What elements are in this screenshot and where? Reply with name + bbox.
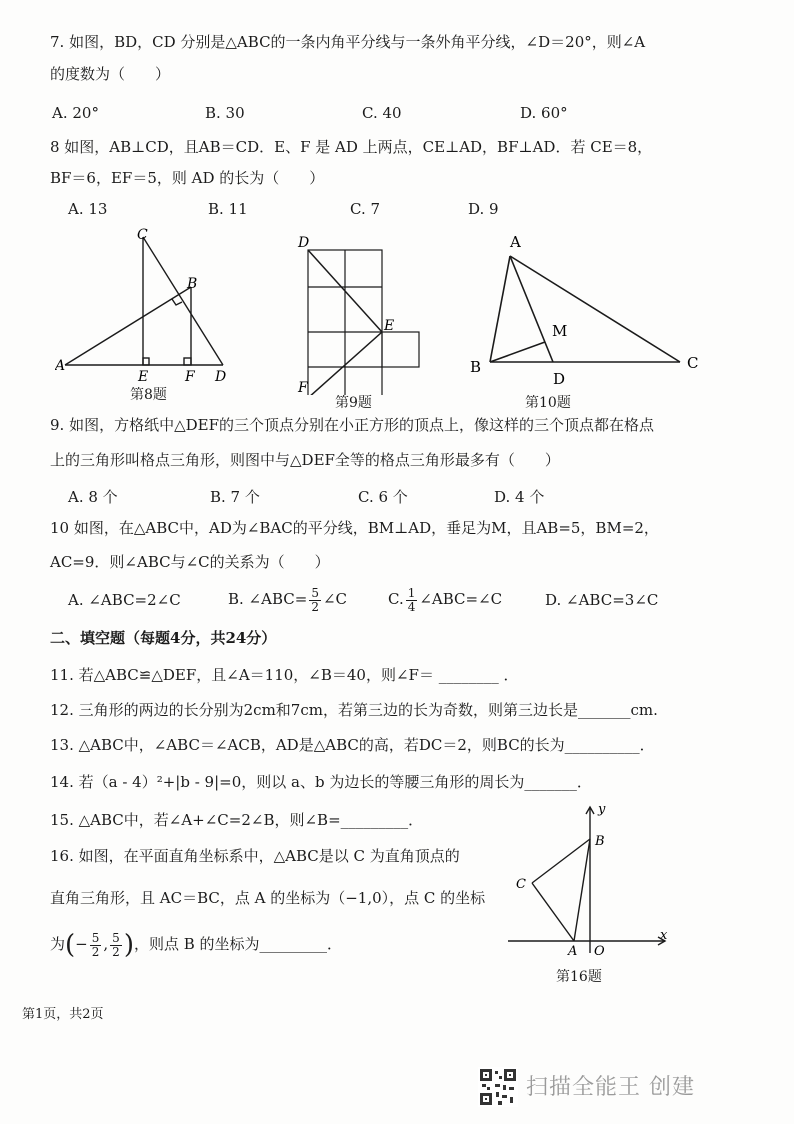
q16-cx-numerator: 5 [91,930,100,945]
fig16-caption: 第16题 [556,969,602,985]
q16-right-paren: ) [123,930,134,960]
q16-left-paren: ( [65,930,76,960]
fig16-label-y: y [598,802,606,817]
q10-option-c-prefix: C. [388,590,404,608]
fig8-caption: 第8题 [130,387,167,403]
fig8-label-d: D [215,369,227,385]
q8-option-c: C. 7 [350,200,381,218]
fig8-label-c: C [137,227,148,243]
q7-stem-line1: 7. 如图，BD，CD 分别是△ABC的一条内角平分线与一条外角平分线，∠D＝20°，则∠A [50,33,646,51]
q8-option-d: D. 9 [468,200,499,218]
q10-option-d: D. ∠ABC=3∠C [545,591,659,609]
q16-stem-line2: 直角三角形，且 AC＝BC，点 A 的坐标为（−1,0），点 C 的坐标 [50,889,486,907]
q11: 11. 若△ABC≌△DEF，且∠A＝110，∠B＝40，则∠F＝ ________ ． [50,666,519,684]
fig10-label-c: C [687,354,699,372]
fig8-label-f: F [185,369,195,385]
q16-stem-line3 [50,924,342,965]
fig9-label-f: F [298,380,308,395]
q9-stem-line1: 9. 如图，方格纸中△DEF的三个顶点分别在小正方形的顶点上，像这样的三个顶点都在格点 [50,416,655,434]
qr-code-icon [478,1067,518,1107]
q15: 15. △ABC中，若∠A+∠C=2∠B，则∠B=_________． [50,811,424,829]
fig8-label-a: A [55,358,66,374]
q10-option-b-denominator: 2 [311,599,319,614]
q7-stem-line2: 的度数为（ ） [50,65,171,83]
q10-option-c-fraction [406,587,418,614]
q8-stem-line1: 8 如图，AB⊥CD，且AB＝CD．E、F 是 AD 上两点，CE⊥AD，BF⊥AD．若 CE＝8， [50,138,653,156]
q14: 14. 若（a - 4）²+|b - 9|=0，则以 a、b 为边长的等腰三角形的周长为_______． [50,773,592,791]
figure-10 [465,230,710,390]
q16-cy-fraction [110,932,122,959]
q9-option-c: C. 6 个 [358,488,408,506]
fig9-caption: 第9题 [335,395,372,411]
q16-minus-sign: − [75,935,88,953]
q9-option-d: D. 4 个 [494,488,545,506]
fig16-label-b: B [595,834,605,849]
fig10-label-a: A [510,233,521,251]
q10-stem-line2: AC=9．则∠ABC与∠C的关系为（ ） [50,553,330,571]
q10-option-c-suffix: ∠ABC=∠C [419,590,503,608]
q16-cx-fraction [90,932,102,959]
q16-cy-denominator: 2 [112,944,120,959]
q9-option-b: B. 7 个 [210,488,260,506]
q8-option-a: A. 13 [68,200,108,218]
q12: 12. 三角形的两边的长分别为2cm和7cm，若第三边的长为奇数，则第三边长是_______cm. [50,701,658,719]
q16-line3-suffix: ，则点 B 的坐标为_________． [133,935,343,953]
q16-stem-line1: 16. 如图，在平面直角坐标系中，△ABC是以 C 为直角顶点的 [50,847,460,865]
q10-option-b [228,580,347,618]
q10-option-c-denominator: 4 [407,599,416,614]
fig8-label-b: B [187,276,198,292]
watermark-text: 扫描全能王 创建 [526,1075,695,1100]
fig9-label-e: E [384,318,395,334]
fig16-label-x: x [660,928,668,943]
q10-option-b-numerator: 5 [311,585,319,600]
q8-stem-line2: BF＝6，EF＝5，则 AD 的长为（ ） [50,169,325,187]
q7-option-a: A. 20° [52,104,99,122]
section-2-heading: 二、填空题（每题4分，共24分） [50,629,277,647]
q7-option-d: D. 60° [520,104,568,122]
q9-option-a: A. 8 个 [68,488,118,506]
q16-cx-denominator: 2 [91,944,100,959]
fig10-label-d: D [553,370,566,388]
q10-option-b-fraction [309,587,321,614]
q7-option-c: C. 40 [362,104,402,122]
q16-comma: , [103,935,109,953]
q7-option-b: B. 30 [205,104,245,122]
figure-9 [290,230,440,395]
fig16-label-c: C [516,877,526,892]
page-footer: 第1页，共2页 [22,1007,104,1022]
fig16-label-a: A [568,944,578,955]
q10-option-c-numerator: 1 [407,585,416,600]
q16-line3-prefix: 为 [50,935,66,953]
q13: 13. △ABC中，∠ABC＝∠ACB，AD是△ABC的高，若DC＝2，则BC的长为__________． [50,736,655,754]
q8-option-b: B. 11 [208,200,248,218]
fig16-label-o: O [594,944,605,955]
q10-option-b-prefix: B. ∠ABC= [228,590,308,608]
q10-stem-line1: 10 如图，在△ABC中，AD为∠BAC的平分线，BM⊥AD，垂足为M，且AB=5，BM=2， [50,519,659,537]
q10-option-c [388,580,502,618]
q10-option-a: A. ∠ABC=2∠C [68,591,181,609]
q9-stem-line2: 上的三角形叫格点三角形，则图中与△DEF全等的格点三角形最多有（ ） [50,451,560,469]
q10-option-b-suffix: ∠C [322,590,347,608]
figure-8 [55,225,245,385]
fig9-label-d: D [298,235,310,251]
fig10-label-b: B [470,358,482,376]
fig10-caption: 第10题 [525,395,571,411]
fig8-label-e: E [138,369,149,385]
fig10-label-m: M [552,322,568,340]
q16-cy-numerator: 5 [112,930,120,945]
figure-16 [500,795,680,955]
